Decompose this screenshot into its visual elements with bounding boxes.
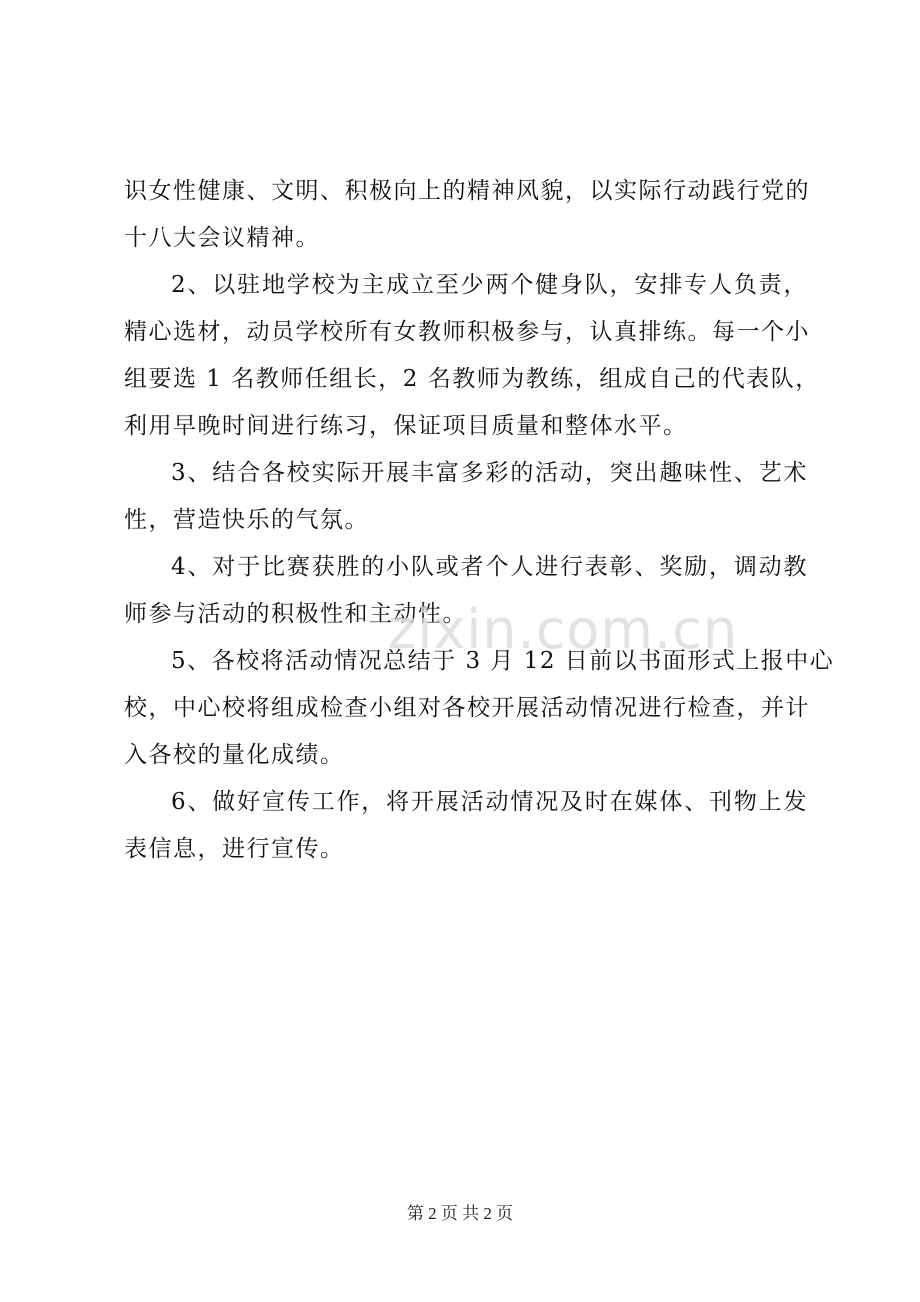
text-line: 组要选 1 名教师任组长，2 名教师为教练，组成自己的代表队， (124, 366, 820, 392)
page-number-footer: 第 2 页 共 2 页 (406, 1204, 514, 1223)
text-line: 十八大会议精神。 (124, 225, 320, 251)
text-line: 利用早晚时间进行练习，保证项目质量和整体水平。 (124, 413, 688, 439)
text-line: 入各校的量化成绩。 (124, 742, 345, 768)
text-line: 2、以驻地学校为主成立至少两个健身队，安排专人负责， (171, 272, 808, 298)
text-line: 精心选材，动员学校所有女教师积极参与，认真排练。每一个小 (124, 319, 810, 345)
watermark: zixin.com.cn (388, 598, 739, 661)
text-line: 3、结合各校实际开展丰富多彩的活动，突出趣味性、艺术 (171, 460, 808, 486)
text-line: 校，中心校将组成检查小组对各校开展活动情况进行检查，并计 (124, 695, 810, 721)
text-line: 6、做好宣传工作，将开展活动情况及时在媒体、刊物上发 (171, 789, 808, 815)
text-line: 5、各校将活动情况总结于 3 月 12 日前以书面形式上报中心 (171, 648, 835, 674)
text-line: 表信息，进行宣传。 (124, 836, 345, 862)
text-line: 识女性健康、文明、积极向上的精神风貌，以实际行动践行党的 (124, 178, 810, 204)
document-body (124, 168, 835, 873)
text-line: 师参与活动的积极性和主动性。 (124, 601, 467, 627)
text-line: 4、对于比赛获胜的小队或者个人进行表彰、奖励，调动教 (171, 554, 808, 580)
text-line: 性，营造快乐的气氛。 (124, 507, 369, 533)
